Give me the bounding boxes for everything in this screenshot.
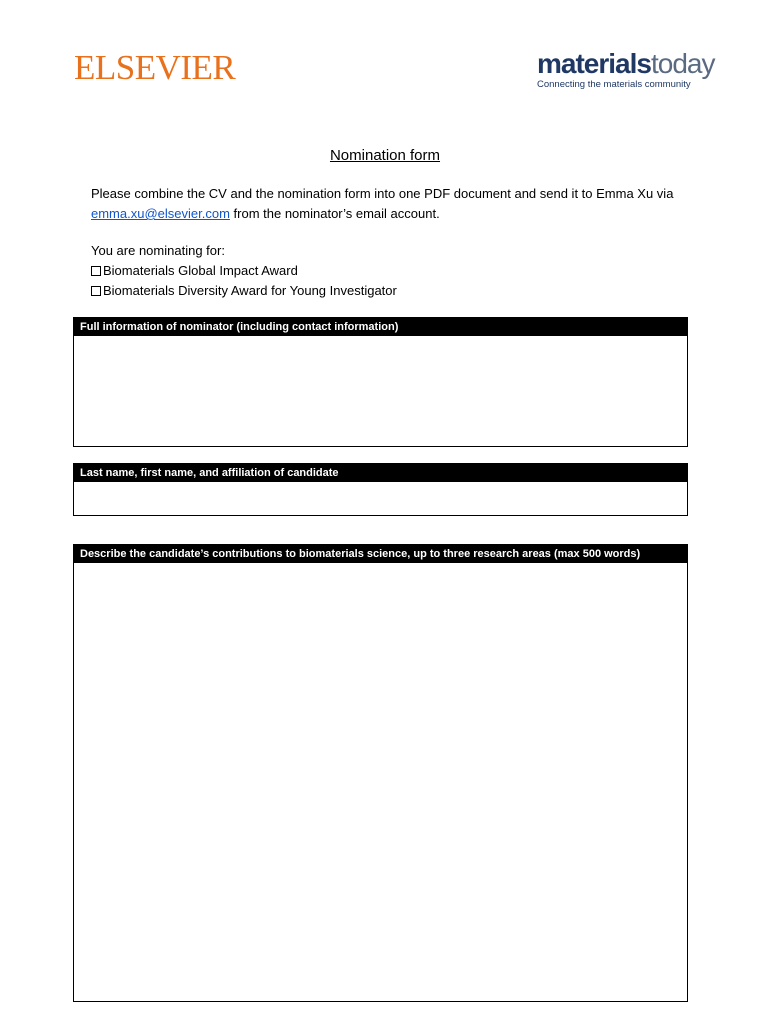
intro-text-before: Please combine the CV and the nomination form into one PDF document and send it to Emma Xu via — [91, 186, 674, 201]
materials-today-logo — [537, 50, 717, 90]
option-global-impact-award[interactable] — [91, 261, 397, 281]
materials-today-logo-light: today — [650, 48, 715, 79]
checkbox-global-impact-award[interactable] — [91, 266, 101, 276]
checkbox-diversity-award[interactable] — [91, 286, 101, 296]
materials-today-logo-bold: materials — [537, 48, 651, 79]
email-link[interactable]: emma.xu@elsevier.com — [91, 206, 230, 221]
option-diversity-award[interactable] — [91, 281, 397, 301]
contributions-field[interactable] — [74, 563, 687, 1001]
nominator-info-section — [73, 317, 688, 447]
nominating-label: You are nominating for: — [91, 243, 225, 258]
page-title: Nomination form — [329, 147, 441, 164]
intro-text-after: from the nominator’s email account. — [229, 206, 440, 221]
candidate-info-field[interactable] — [74, 482, 687, 515]
option-label: Biomaterials Global Impact Award — [103, 263, 298, 278]
elsevier-logo: ELSEVIER — [74, 48, 236, 87]
materials-today-tagline: Connecting the materials community — [537, 79, 691, 90]
nomination-options — [91, 241, 397, 301]
intro-paragraph — [91, 184, 721, 224]
section-header: Last name, first name, and affiliation of candidate — [74, 464, 687, 482]
nominator-info-field[interactable] — [74, 336, 687, 446]
candidate-info-section — [73, 463, 688, 516]
section-header: Full information of nominator (including contact information) — [74, 318, 687, 336]
contributions-section — [73, 544, 688, 1002]
section-header: Describe the candidate’s contributions to biomaterials science, up to three research areas (max 500 words) — [74, 545, 687, 563]
option-label: Biomaterials Diversity Award for Young Investigator — [103, 283, 397, 298]
